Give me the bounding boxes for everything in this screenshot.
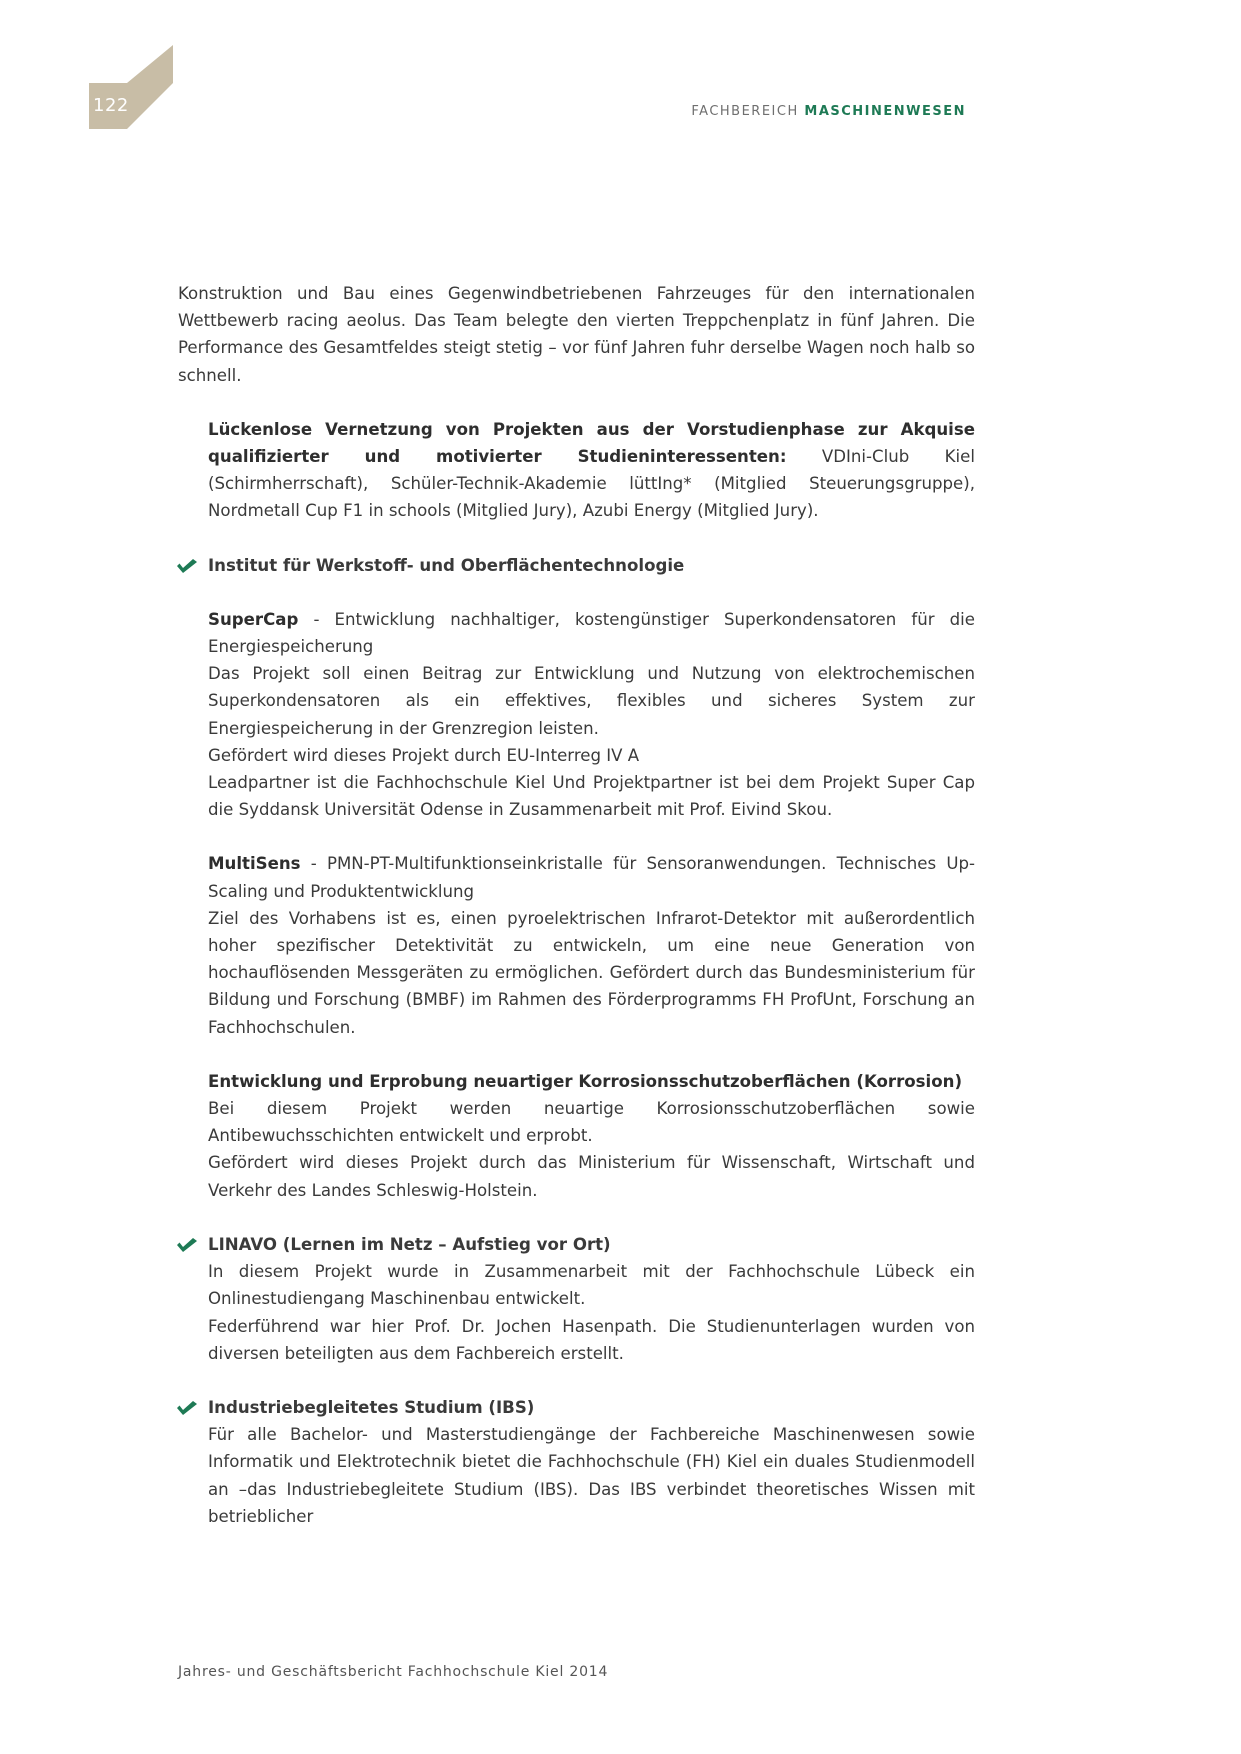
ibs-heading: [208, 1394, 975, 1421]
network-bold: Lückenlose Vernetzung von Projekten aus der Vorstudienphase zur Akquise qualifizierter und motivierter Studieninteressenten:: [208, 419, 975, 467]
supercap-line: Leadpartner ist die Fachhochschule Kiel Und Projektpartner ist bei dem Projekt Super Cap die Syddansk Universität Odense in Zusammenarbeit mit Prof. Eivind Skou.: [208, 773, 975, 820]
supercap-line: Gefördert wird dieses Projekt durch EU-Interreg IV A: [208, 745, 640, 765]
page-number: 122: [93, 95, 129, 116]
ibs-heading-text: Industriebegleitetes Studium (IBS): [208, 1397, 535, 1417]
multisens-title-line: [208, 850, 975, 904]
intro-paragraph: Konstruktion und Bau eines Gegenwindbetriebenen Fahrzeuges für den internationalen Wettbewerb racing aeolus. Das Team belegte den vierten Treppchenplatz in fünf Jahren. Die Performance des Gesamtfeldes steigt stetig – vor fünf Jahren fuhr derselbe Wagen noch halb so schnell.: [178, 284, 975, 385]
multisens-subtitle: - PMN-PT-Multifunktionseinkristalle für Sensoranwendungen. Technisches Up-Scaling und Produktentwicklung: [208, 854, 975, 901]
linavo-line: In diesem Projekt wurde in Zusammenarbeit mit der Fachhochschule Lübeck ein Onlinestudiengang Maschinenbau entwickelt.: [208, 1262, 975, 1309]
page-number-badge: [89, 45, 173, 129]
korrosion-title-line: [208, 1068, 975, 1095]
check-icon: [177, 1401, 197, 1415]
multisens-line: Ziel des Vorhabens ist es, einen pyroelektrischen Infrarot-Detektor mit außerordentlich hoher spezifischer Detektivität zu entwickeln, um eine neue Generation von hochauflösenden Messgeräten zu ermöglichen. Gefördert durch das Bundesministerium für Bildung und Forschung (BMBF) im Rahmen des Förderprogramms FH ProfUnt, Forschung an Fachhochschulen.: [208, 908, 975, 1037]
main-content: [178, 280, 975, 1530]
korrosion-line: Bei diesem Projekt werden neuartige Korrosionsschutzoberflächen sowie Antibewuchsschichten entwickelt und erprobt.: [208, 1099, 975, 1146]
header-section: MASCHINENWESEN: [804, 104, 966, 119]
linavo-heading: [208, 1231, 975, 1258]
network-text: VDIni-Club Kiel (Schirmherrschaft), Schüler-Technik-Akademie lüttIng* (Mitglied Steuerungsgruppe), Nordmetall Cup F1 in schools (Mitglied Jury), Azubi Energy (Mitglied Jury).: [208, 447, 975, 521]
supercap-subtitle: - Entwicklung nachhaltiger, kostengünstiger Superkondensatoren für die Energiespeicherung: [208, 609, 975, 657]
network-paragraph: [208, 416, 975, 525]
header-prefix: FACHBEREICH: [691, 104, 799, 119]
linavo-line: Federführend war hier Prof. Dr. Jochen Hasenpath. Die Studienunterlagen wurden von diversen beteiligten aus dem Fachbereich erstellt.: [208, 1316, 975, 1363]
korrosion-title: Entwicklung und Erprobung neuartiger Korrosionsschutzoberflächen (Korrosion): [208, 1071, 963, 1091]
linavo-block: [208, 1258, 975, 1367]
korrosion-line: Gefördert wird dieses Projekt durch das Ministerium für Wissenschaft, Wirtschaft und Verkehr des Landes Schleswig-Holstein.: [208, 1153, 975, 1200]
supercap-title: SuperCap: [208, 609, 299, 629]
ibs-line: Für alle Bachelor- und Masterstudiengänge der Fachbereiche Maschinenwesen sowie Informatik und Elektrotechnik bietet die Fachhochschule (FH) Kiel ein duales Studienmodell an –das Industriebegleitete Studium (IBS). Das IBS verbindet theoretisches Wissen mit betrieblicher: [208, 1425, 975, 1526]
multisens-title: MultiSens: [208, 854, 301, 874]
supercap-title-line: [208, 606, 975, 660]
supercap-block: [208, 606, 975, 824]
check-icon: [177, 1238, 197, 1252]
korrosion-block: [208, 1068, 975, 1204]
institute-heading: [208, 552, 975, 579]
multisens-block: [208, 850, 975, 1040]
institute-heading-text: Institut für Werkstoff- und Oberflächentechnologie: [208, 555, 685, 575]
check-icon: [177, 559, 197, 573]
supercap-line: Das Projekt soll einen Beitrag zur Entwicklung und Nutzung von elektrochemischen Superkondensatoren als ein effektives, flexibles und sicheres System zur Energiespeicherung in der Grenzregion leisten.: [208, 664, 975, 738]
running-header: [691, 104, 966, 119]
page-footer: Jahres- und Geschäftsbericht Fachhochschule Kiel 2014: [178, 1664, 609, 1680]
ibs-block: [208, 1421, 975, 1530]
linavo-heading-text: LINAVO (Lernen im Netz – Aufstieg vor Ort): [208, 1234, 611, 1254]
